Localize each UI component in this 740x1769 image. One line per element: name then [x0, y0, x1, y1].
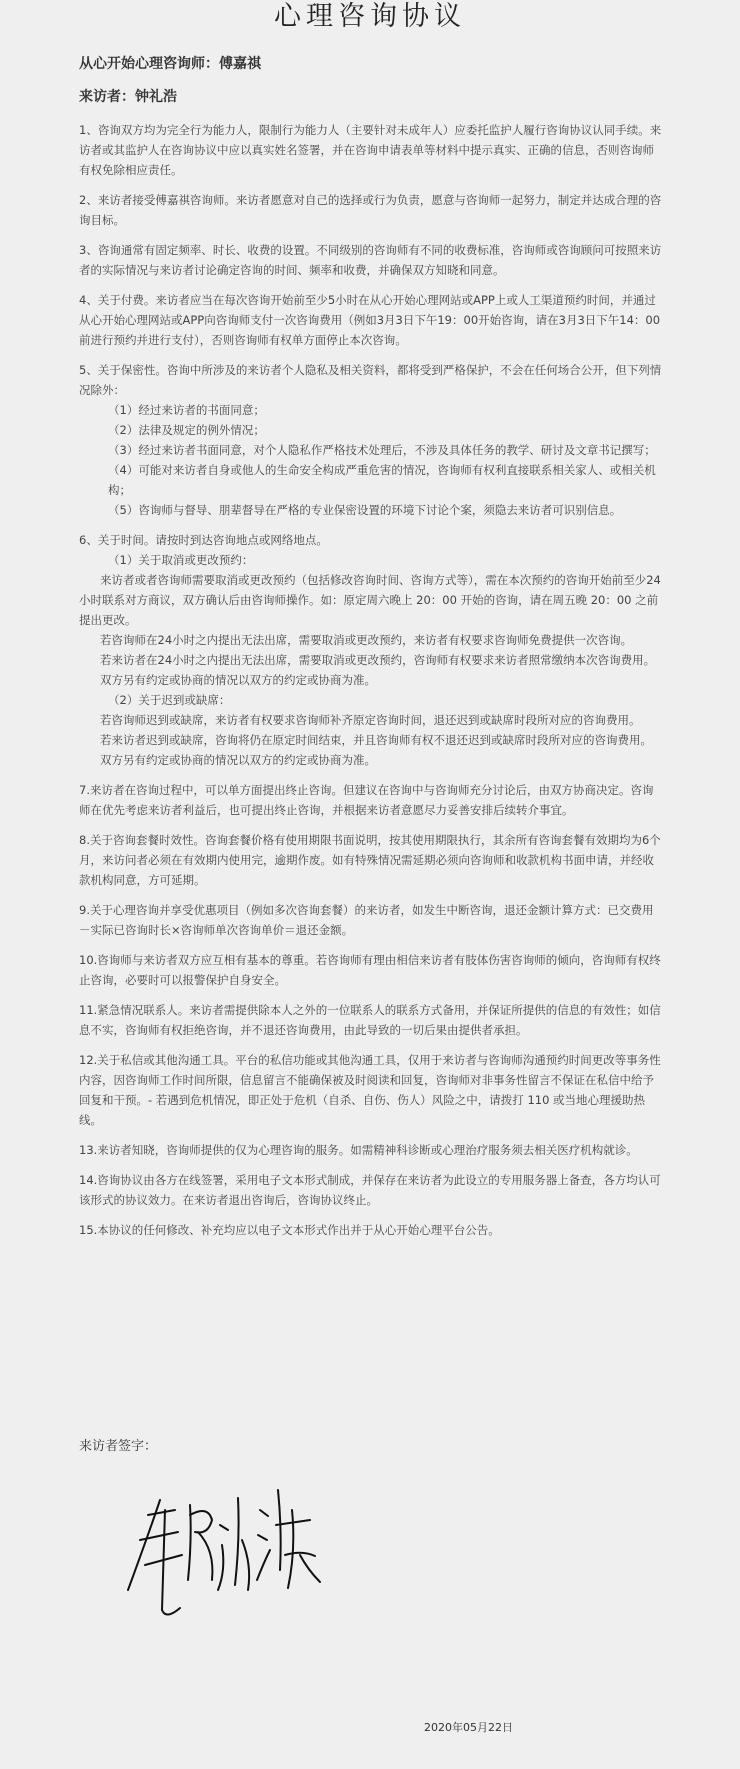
confidentiality-exception: （4）可能对来访者自身或他人的生命安全构成严重危害的情况，咨询师有权利直接联系相关家人、或相关机构； [108, 463, 656, 497]
clause-8 [79, 830, 662, 890]
clause-text: 4、关于付费。来访者应当在每次咨询开始前至少5小时在从心开始心理网站或APP上或人工渠道预约时间，并通过从心开始心理网站或APP向咨询师支付一次咨询费用（例如3月3日下午19：00开始咨询，请在3月3日下午14：00前进行预约并进行支付），否则咨询师有权单方面停止本次咨询。 [79, 293, 661, 347]
clause-paragraph: 若咨询师迟到或缺席，来访者有权要求咨询师补齐原定咨询时间，退还迟到或缺席时段所对应的咨询费用。 [100, 713, 641, 727]
signing-date: 2020年05月22日 [424, 1721, 513, 1734]
clause-list [79, 120, 662, 1250]
clause-text: 11.紧急情况联系人。来访者需提供除本人之外的一位联系人的联系方式备用，并保证所提供的信息的有效性；如信息不实，咨询师有权拒绝咨询，并不退还咨询费用，由此导致的一切后果由提供者承担。 [79, 1003, 661, 1037]
clause-text: 13.来访者知晓，咨询师提供的仅为心理咨询的服务。如需精神科诊断或心理治疗服务须去相关医疗机构就诊。 [79, 1143, 638, 1157]
clause-text: 3、咨询通常有固定频率、时长、收费的设置。不同级别的咨询师有不同的收费标准，咨询师或咨询顾问可按照来访者的实际情况与来访者讨论确定咨询的时间、频率和收费，并确保双方知晓和同意。 [79, 243, 662, 277]
clause-3 [79, 240, 662, 280]
clause-paragraph: 双方另有约定或协商的情况以双方的约定或协商为准。 [100, 753, 376, 767]
clause-10 [79, 950, 662, 990]
clause-13 [79, 1140, 662, 1160]
subsection-heading: （2）关于迟到或缺席： [108, 693, 231, 707]
clause-5 [79, 360, 662, 520]
signature-label: 来访者签字： [79, 1439, 158, 1454]
clause-4 [79, 290, 662, 350]
clause-paragraph: 双方另有约定或协商的情况以双方的约定或协商为准。 [100, 673, 376, 687]
clause-text: 8.关于咨询套餐时效性。咨询套餐价格有使用期限书面说明，按其使用期限执行，其余所有咨询套餐有效期均为6个月，来访问者必须在有效期内使用完，逾期作废。如有特殊情况需延期必须向咨询师和收款机构书面申请，并经收款机构同意，方可延期。 [79, 833, 661, 887]
clause-text: 10.咨询师与来访者双方应互相有基本的尊重。若咨询师有理由相信来访者有肢体伤害咨询师的倾向，咨询师有权终止咨询，必要时可以报警保护自身安全。 [79, 953, 661, 987]
clause-paragraph: 若来访者迟到或缺席，咨询将仍在原定时间结束，并且咨询师有权不退还迟到或缺席时段所对应的咨询费用。 [100, 733, 652, 747]
clause-text: 9.关于心理咨询并享受优惠项目（例如多次咨询套餐）的来访者，如发生中断咨询，退还金额计算方式：已交费用－实际已咨询时长×咨询师单次咨询单价＝退还金额。 [79, 903, 654, 937]
clause-15 [79, 1220, 662, 1240]
clause-paragraph: 来访者或者咨询师需要取消或更改预约（包括修改咨询时间、咨询方式等），需在本次预约的咨询开始前至少24小时联系对方商议，双方确认后由咨询师操作。如：原定周六晚上 20：00 开始的咨询，请在周五晚 20：00 之前提出更改。 [79, 573, 661, 627]
clause-14 [79, 1170, 662, 1210]
confidentiality-exception: （3）经过来访者书面同意，对个人隐私作严格技术处理后，不涉及具体任务的教学、研讨及文章书记撰写； [108, 443, 656, 457]
clause-11 [79, 1000, 662, 1040]
visitor-line: 来访者：钟礼浩 [79, 89, 177, 105]
subsection-heading: （1）关于取消或更改预约： [108, 553, 254, 567]
clause-text: 14.咨询协议由各方在线签署，采用电子文本形式制成，并保存在来访者为此设立的专用服务器上备查，各方均认可该形式的协议效力。在来访者退出咨询后，咨询协议终止。 [79, 1173, 661, 1207]
counselor-line: 从心开始心理咨询师：傅嘉祺 [79, 56, 261, 72]
clause-text: 2、来访者接受傅嘉祺咨询师。来访者愿意对自己的选择或行为负责，愿意与咨询师一起努力，制定并达成合理的咨询目标。 [79, 193, 662, 227]
confidentiality-exception: （5）咨询师与督导、朋辈督导在严格的专业保密设置的环境下讨论个案，须隐去来访者可识别信息。 [108, 503, 622, 517]
clause-text: 5、关于保密性。咨询中所涉及的来访者个人隐私及相关资料，都将受到严格保护，不会在任何场合公开，但下列情况除外： [79, 363, 662, 397]
clause-2 [79, 190, 662, 230]
confidentiality-exception: （2）法律及规定的例外情况； [108, 423, 265, 437]
clause-paragraph: 若来访者在24小时之内提出无法出席，需要取消或更改预约，咨询师有权要求来访者照常缴纳本次咨询费用。 [100, 653, 656, 667]
clause-12 [79, 1050, 662, 1130]
document-title: 心理咨询协议 [274, 1, 466, 32]
clause-text: 7.来访者在咨询过程中，可以单方面提出终止咨询。但建议在咨询中与咨询师充分讨论后，由双方协商决定。咨询师在优先考虑来访者利益后，也可提出终止咨询，并根据来访者意愿尽力妥善安排后续转介事宜。 [79, 783, 654, 817]
clause-text: 1、咨询双方均为完全行为能力人，限制行为能力人（主要针对未成年人）应委托监护人履行咨询协议认同手续。来访者或其监护人在咨询协议中应以真实姓名签署，并在咨询申请表单等材料中提示真实、正确的信息，否则咨询师有权免除相应责任。 [79, 123, 662, 177]
clause-6 [79, 530, 662, 770]
clause-9 [79, 900, 662, 940]
clause-text: 15.本协议的任何修改、补充均应以电子文本形式作出并于从心开始心理平台公告。 [79, 1223, 500, 1237]
clause-7 [79, 780, 662, 820]
clause-paragraph: 若咨询师在24小时之内提出无法出席，需要取消或更改预约，来访者有权要求咨询师免费提供一次咨询。 [100, 633, 633, 647]
clause-text: 6、关于时间。请按时到达咨询地点或网络地点。 [79, 533, 328, 547]
clause-1 [79, 120, 662, 180]
handwritten-signature [120, 1470, 330, 1620]
confidentiality-exception: （1）经过来访者的书面同意； [108, 403, 265, 417]
clause-text: 12.关于私信或其他沟通工具。平台的私信功能或其他沟通工具，仅用于来访者与咨询师沟通预约时间更改等事务性内容，因咨询师工作时间所限，信息留言不能确保被及时阅读和回复，咨询师对非事务性留言不保证在私信中给予回复和干预。- 若遇到危机情况，即正处于危机（自杀、自伤、伤人）风险之中，请拨打 110 或当地心理援助热线。 [79, 1053, 661, 1127]
